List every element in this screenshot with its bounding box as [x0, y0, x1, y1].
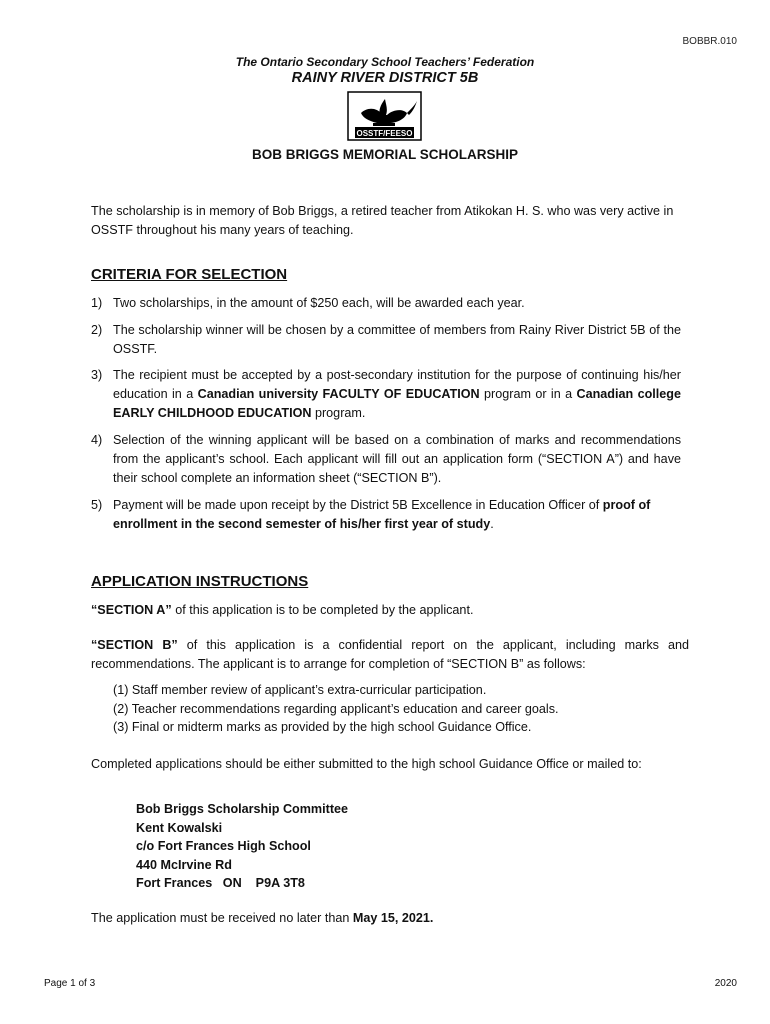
osstf-lamp-logo: [347, 91, 422, 141]
list-item: (1) Staff member review of applicant’s extra-curricular participation.: [113, 683, 487, 697]
address-line: Kent Kowalski: [136, 820, 223, 835]
district-name: RAINY RIVER DISTRICT 5B: [291, 70, 479, 86]
page-number: Page 1 of 3: [44, 978, 96, 989]
address-line: 440 McIrvine Rd: [136, 857, 232, 872]
deadline-paragraph: The application must be received no later than May 15, 2021.: [91, 911, 434, 925]
list-item: (2) Teacher recommendations regarding applicant’s education and career goals.: [113, 702, 559, 716]
document-title: BOB BRIGGS MEMORIAL SCHOLARSHIP: [251, 147, 518, 162]
logo-text: OSSTF/FEESO: [356, 129, 413, 138]
deadline-date: May 15, 2021.: [352, 911, 434, 925]
section-b-paragraph: “SECTION B” of this application is a confidential report on the applicant, including marks and recommendations. The applicant is to arrange for completion of “SECTION B” as follows:: [91, 638, 689, 671]
list-item: (3) Final or midterm marks as provided by the high school Guidance Office.: [113, 720, 532, 734]
document-code: BOBBR.010: [682, 36, 737, 47]
mailing-address: [136, 800, 348, 893]
intro-paragraph: The scholarship is in memory of Bob Briggs, a retired teacher from Atikokan H. S. who was very active in OSSTF throughout his many years of teaching.: [91, 204, 674, 237]
instructions-heading: APPLICATION INSTRUCTIONS: [91, 573, 309, 590]
section-a-paragraph: “SECTION A” of this application is to be completed by the applicant.: [91, 603, 474, 617]
footer-year: 2020: [714, 978, 737, 989]
address-line: Fort Frances ON P9A 3T8: [136, 876, 305, 890]
criteria-heading: CRITERIA FOR SELECTION: [91, 266, 288, 283]
organization-name: The Ontario Secondary School Teachers’ Federation: [235, 55, 535, 69]
submission-paragraph: Completed applications should be either submitted to the high school Guidance Office or mailed to:: [91, 757, 642, 771]
address-line: Bob Briggs Scholarship Committee: [136, 802, 349, 816]
address-line: c/o Fort Frances High School: [136, 839, 311, 853]
